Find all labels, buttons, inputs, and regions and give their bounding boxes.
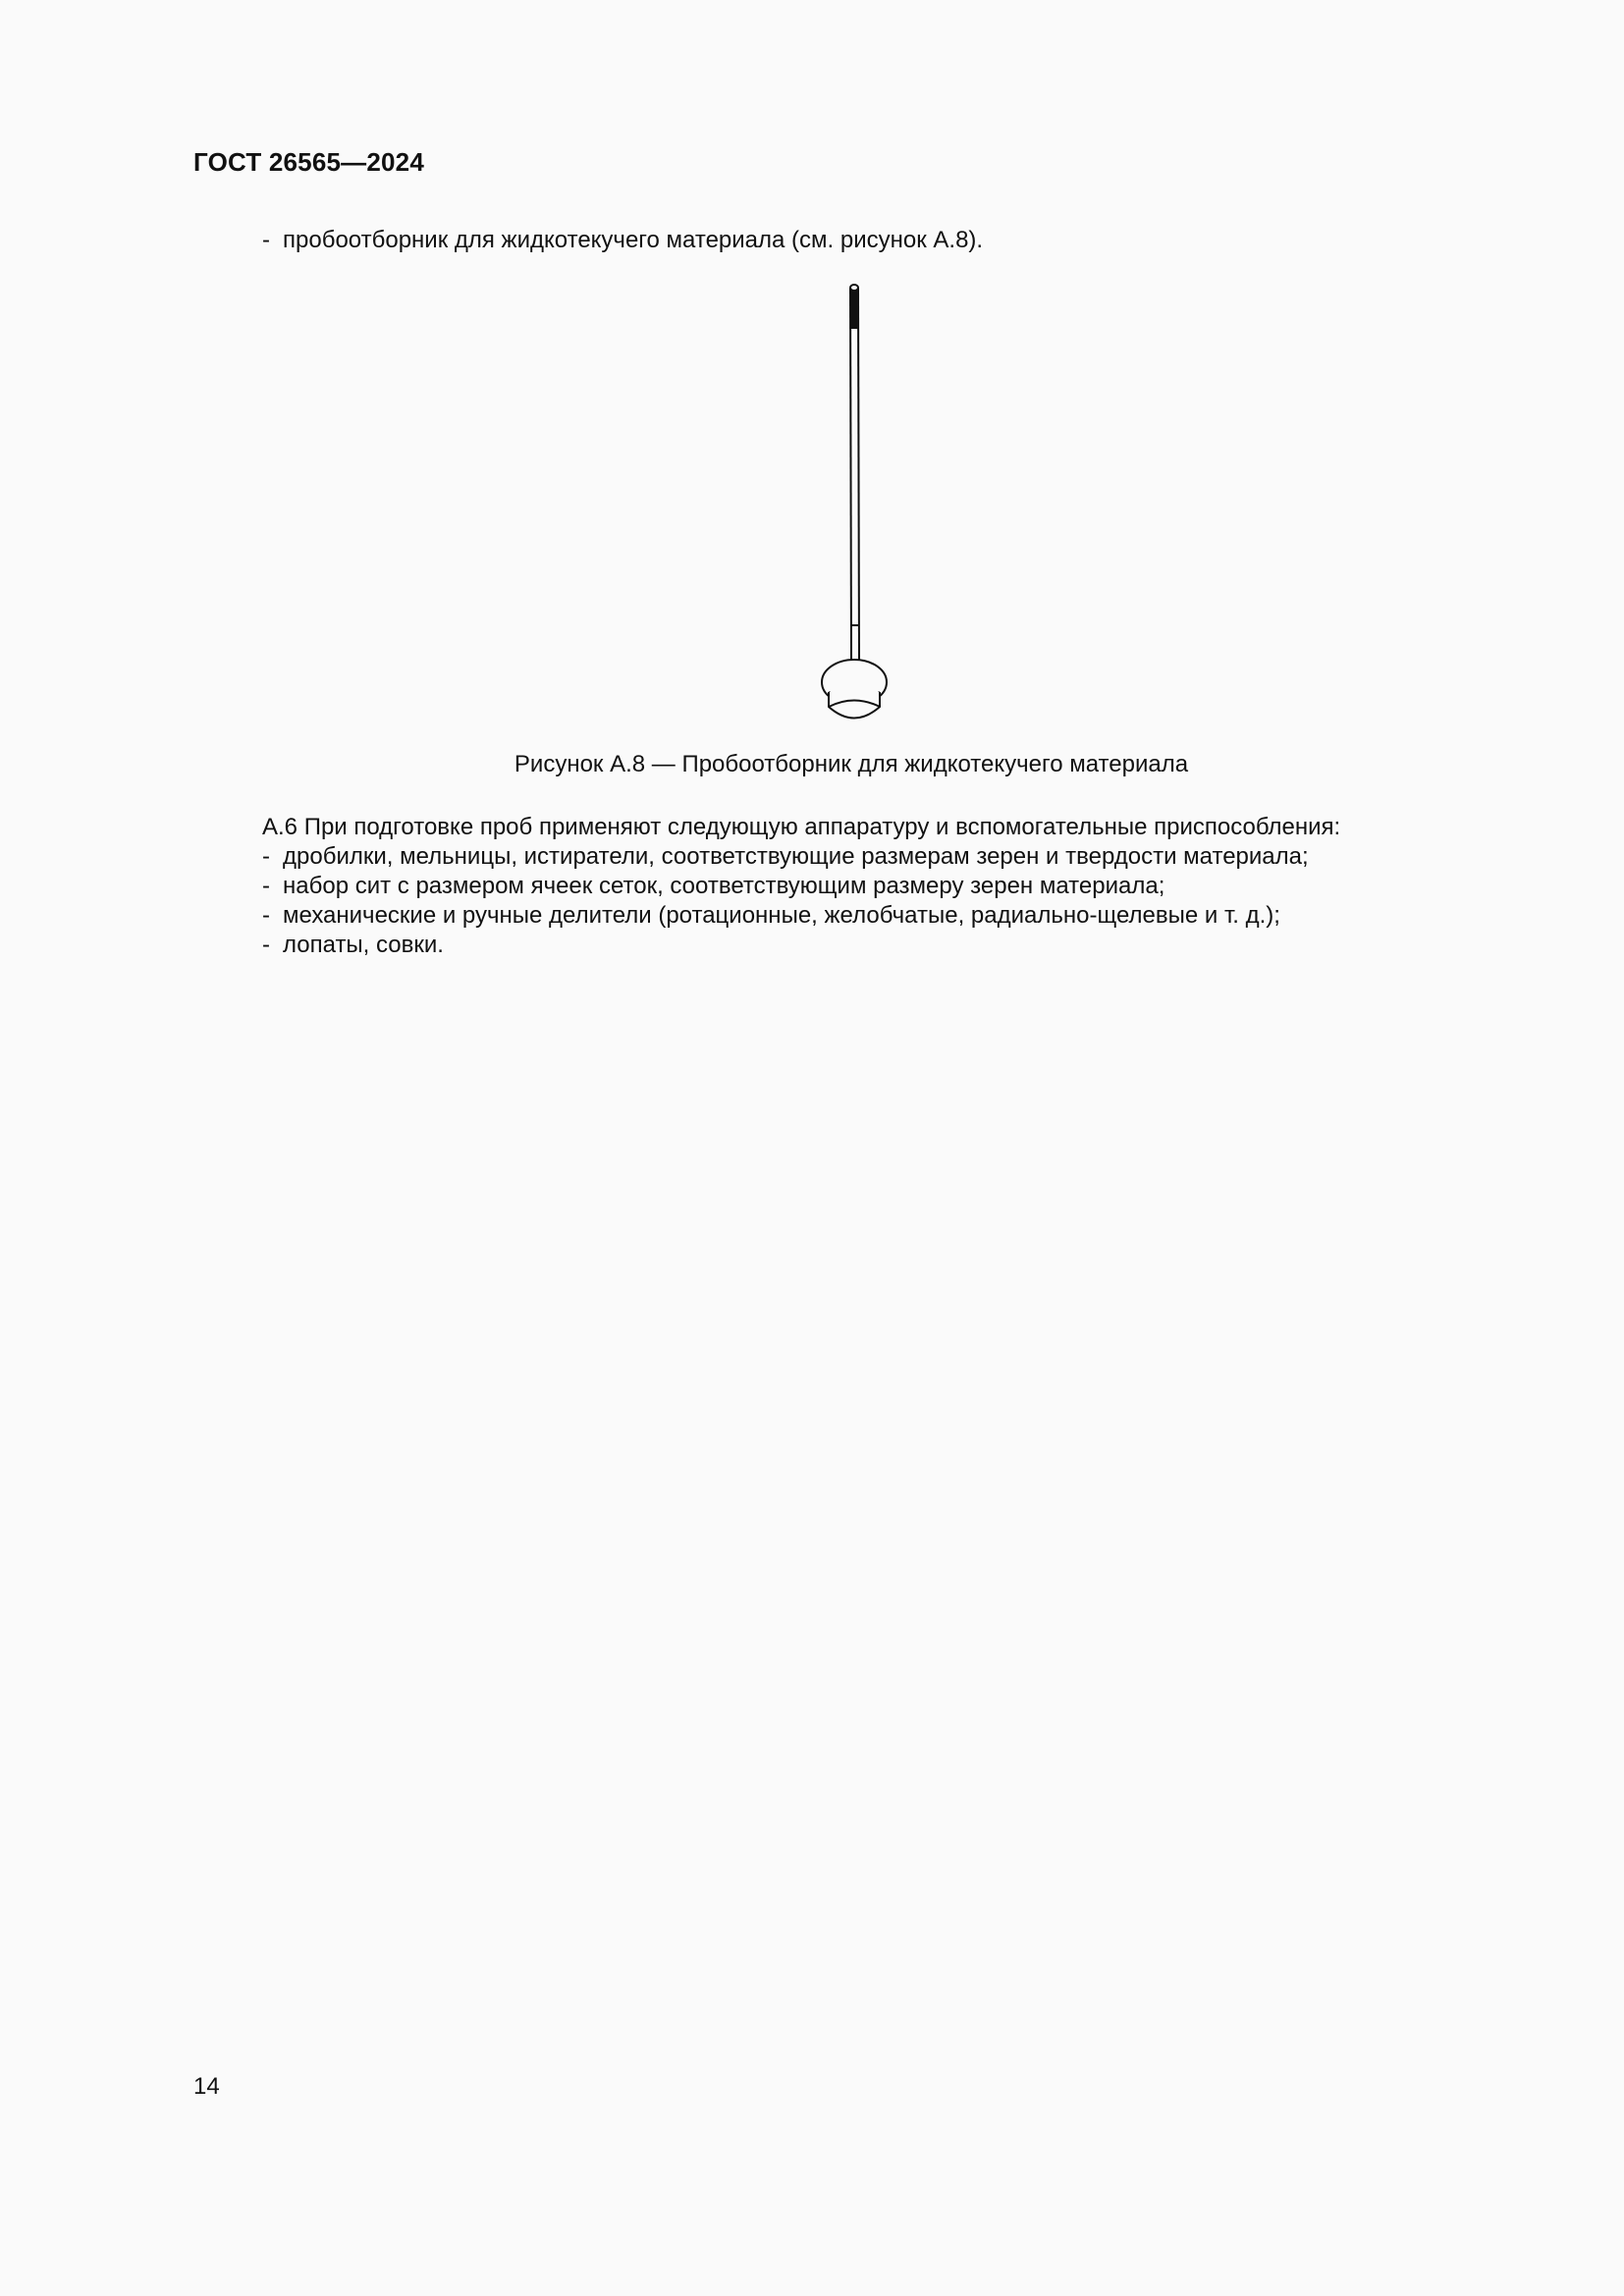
liquid-sampler-drawing <box>815 280 893 731</box>
list-item-text: дробилки, мельницы, истиратели, соответствующие размерам зерен и твердости материала; <box>283 843 1309 870</box>
figure-caption: Рисунок А.8 — Пробоотборник для жидкотекучего материала <box>514 751 1189 777</box>
list-item-text: пробоотборник для жидкотекучего материала (см. рисунок А.8). <box>283 227 984 253</box>
list-item <box>262 931 444 960</box>
page-number: 14 <box>193 2073 220 2100</box>
list-item <box>262 842 1309 872</box>
sampler-rod-right <box>858 288 859 661</box>
list-dash: - <box>262 227 270 253</box>
list-dash: - <box>262 873 270 899</box>
section-paragraph: А.6 При подготовке проб применяют следующую аппаратуру и вспомогательные приспособления: <box>262 814 1341 840</box>
sampler-handle-grip <box>850 290 859 329</box>
list-dash: - <box>262 932 270 958</box>
sampler-rod-left <box>850 288 851 661</box>
list-dash: - <box>262 902 270 929</box>
sampler-cup-lower <box>829 692 880 719</box>
list-item <box>262 226 983 255</box>
list-item-text: набор сит с размером ячеек сеток, соответствующим размеру зерен материала; <box>283 873 1165 899</box>
list-item <box>262 901 1280 931</box>
list-item-text: механические и ручные делители (ротационные, желобчатые, радиально-щелевые и т. д.); <box>283 902 1280 929</box>
list-item-text: лопаты, совки. <box>283 932 444 958</box>
list-dash: - <box>262 843 270 870</box>
document-header: ГОСТ 26565—2024 <box>193 147 424 177</box>
list-item <box>262 872 1164 901</box>
